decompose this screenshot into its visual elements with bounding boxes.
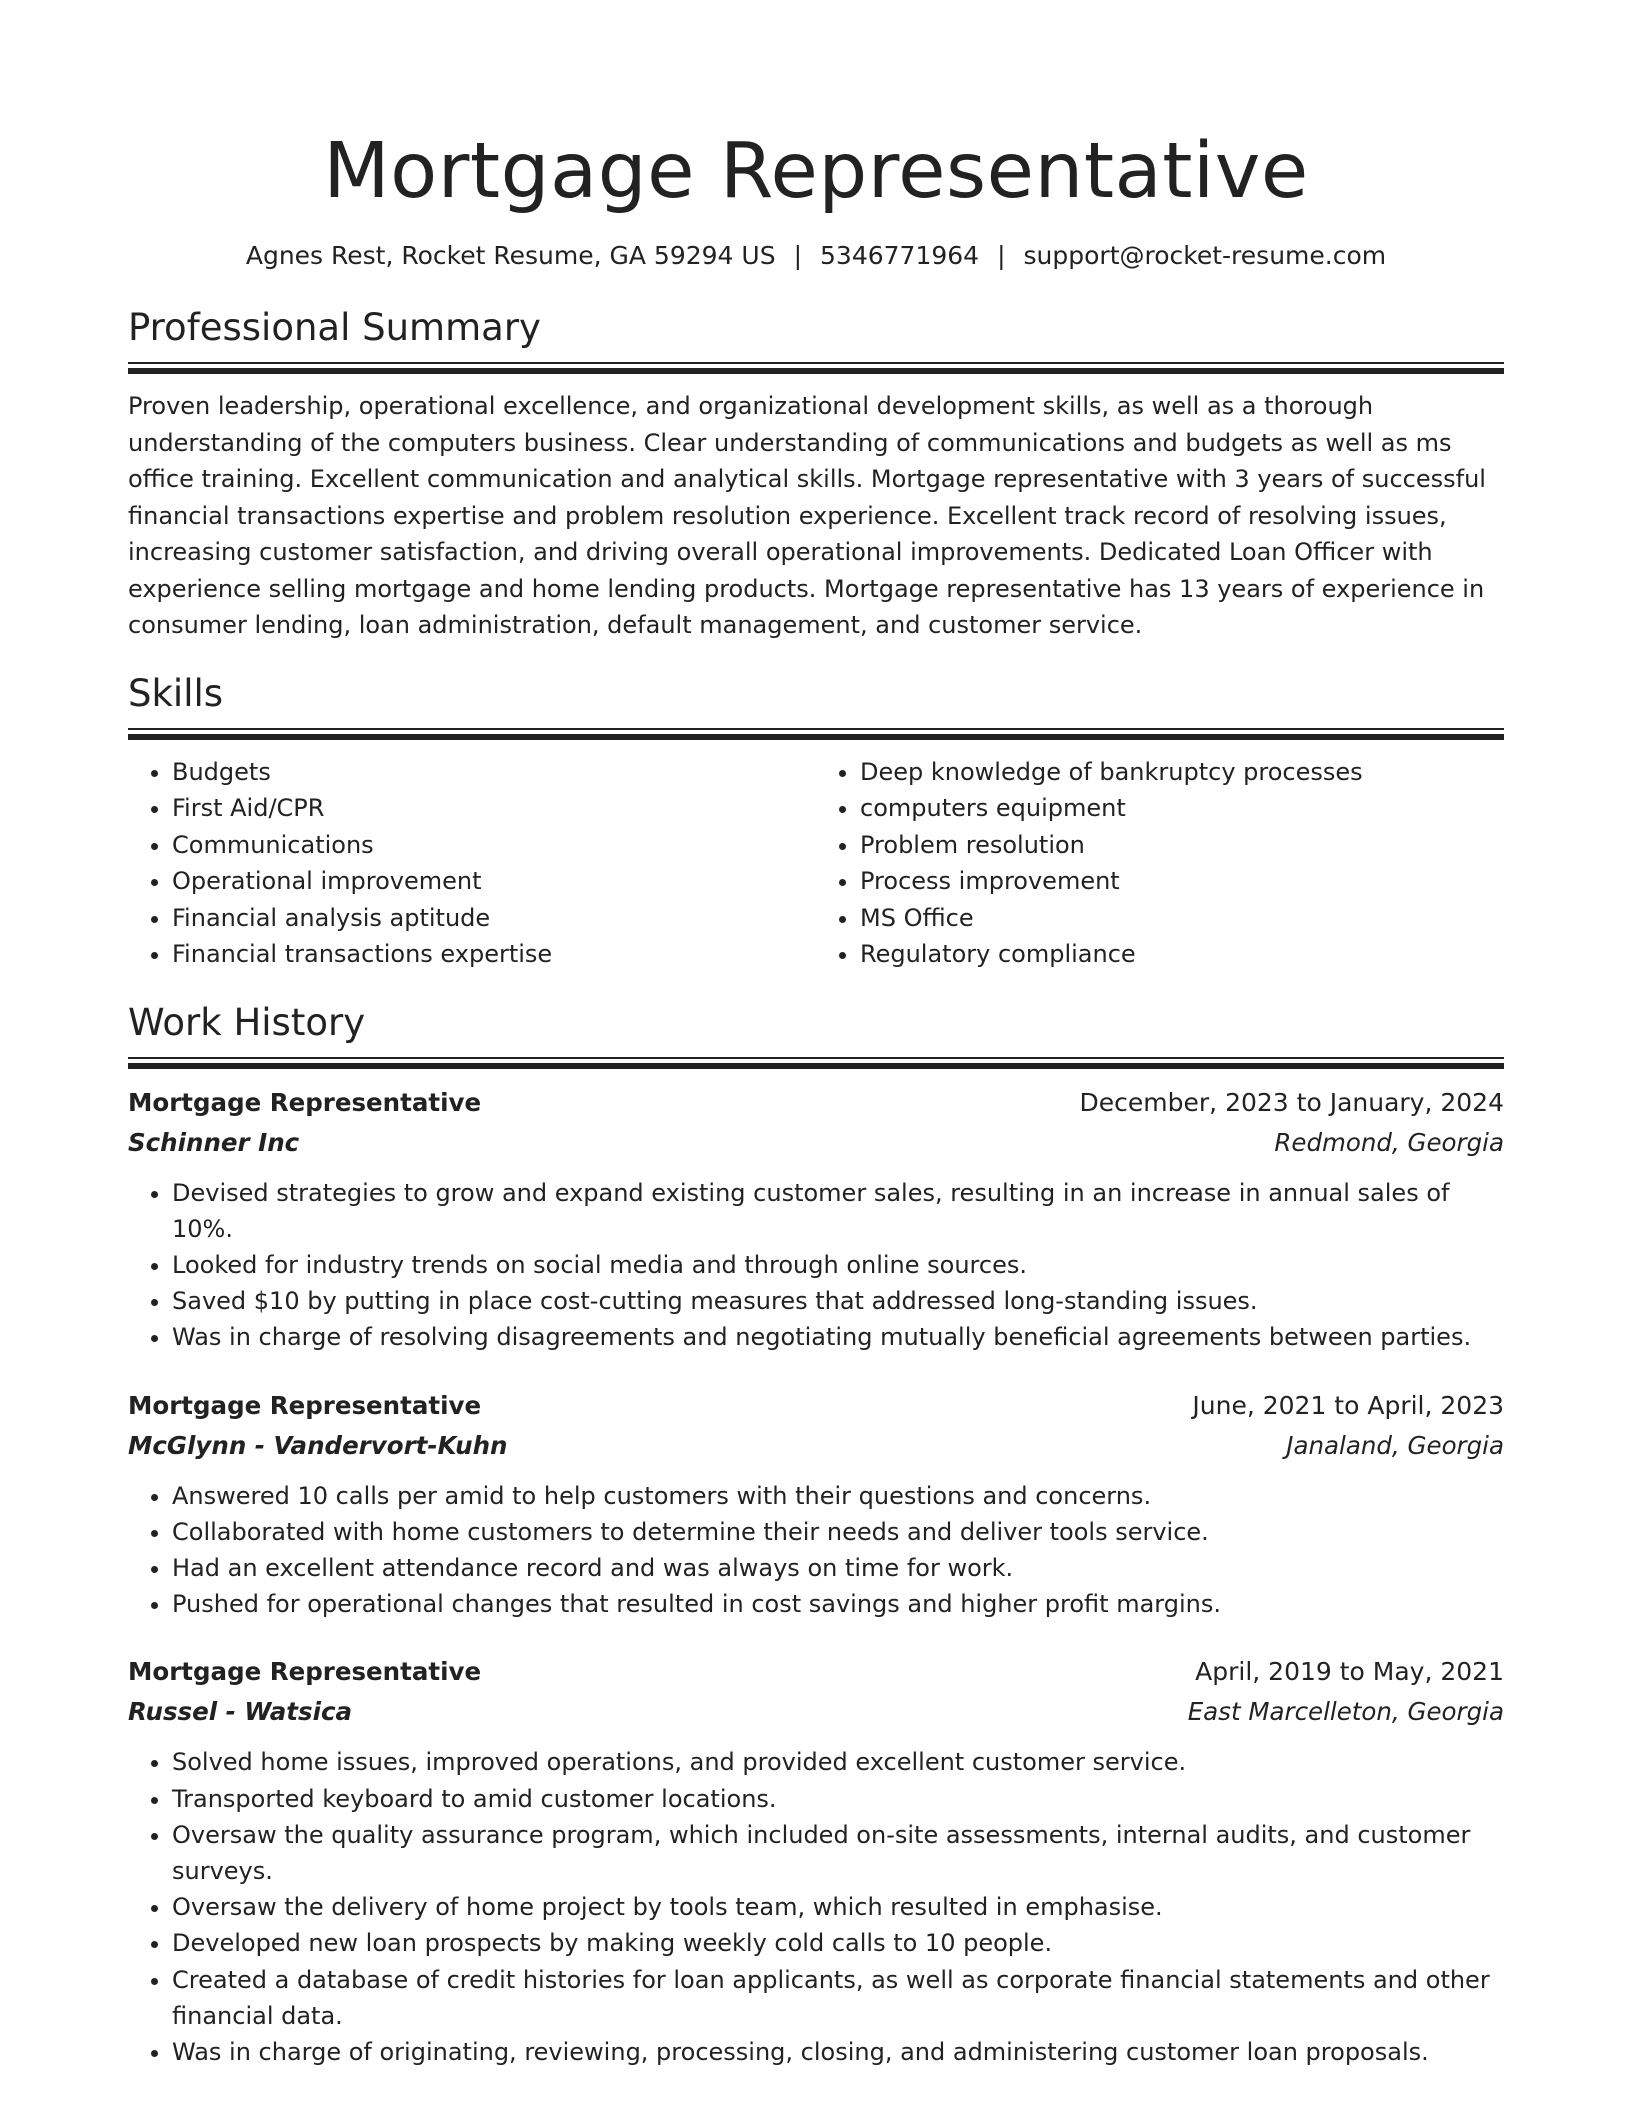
job-bullet: • Developed new loan prospects by making weekly cold calls to 10 people. [172,1925,1504,1961]
skills-list-left [128,754,816,973]
job-bullets [128,1478,1504,1623]
job-title: Mortgage Representative [128,1087,482,1117]
job-bullets [128,1744,1504,2070]
job-company: Schinner Inc [128,1127,300,1157]
skill-item: • MS Office [860,900,1504,937]
job-bullets [128,1175,1504,1356]
job-bullet: • Answered 10 calls per amid to help customers with their questions and concerns. [172,1478,1504,1514]
skill-item: • computers equipment [860,790,1504,827]
job-dates: April, 2019 to May, 2021 [1195,1657,1504,1687]
skill-item: • Problem resolution [860,827,1504,864]
work-history-section [128,999,1504,2071]
job-bullet: • Was in charge of resolving disagreements and negotiating mutually beneficial agreements between parties. [172,1319,1504,1355]
section-divider [128,728,1504,740]
professional-summary-section [128,304,1504,644]
job-company: Russel - Watsica [128,1697,353,1727]
job-entry [128,1083,1504,1356]
job-title: Mortgage Representative [128,1657,482,1687]
section-heading-work-history: Work History [128,1000,366,1044]
job-bullet: • Oversaw the quality assurance program, which included on-site assessments, internal audits, and customer surveys. [172,1817,1504,1889]
skill-item: • Operational improvement [172,863,816,900]
section-heading-summary: Professional Summary [128,306,541,349]
resume-page [128,0,1504,2070]
job-dates: December, 2023 to January, 2024 [1079,1087,1504,1117]
contact-phone: 5346771964 [820,241,980,270]
skill-item: • First Aid/CPR [172,790,816,827]
skill-item: • Process improvement [860,863,1504,900]
job-bullet: • Was in charge of originating, reviewing, processing, closing, and administering customer loan proposals. [172,2034,1504,2070]
summary-text: Proven leadership, operational excellence, and organizational development skills, as well as a thorough understanding of the computers business. Clear understanding of communications and budgets as well as ms office training. Excellent communication and analytical skills. Mortgage representative with 3 years of successful financial transactions expertise and problem resolution experience. Excellent track record of resolving issues, increasing customer satisfaction, and driving overall operational improvements. Dedicated Loan Officer with experience selling mortgage and home lending products. Mortgage representative has 13 years of experience in consumer lending, loan administration, default management, and customer service. [128,392,1486,639]
section-heading-skills: Skills [128,671,224,715]
contact-line [128,238,1504,274]
contact-address: Agnes Rest, Rocket Resume, GA 59294 US [245,241,776,270]
contact-separator: | [997,241,1006,270]
skill-item: • Budgets [172,754,816,791]
section-divider [128,362,1504,374]
resume-title: Mortgage Representative [323,127,1309,216]
job-location: Redmond, Georgia [1274,1127,1504,1157]
contact-email: support@rocket-resume.com [1023,241,1387,270]
skill-item: • Regulatory compliance [860,936,1504,973]
skills-section [128,670,1504,973]
job-company: McGlynn - Vandervort-Kuhn [128,1430,508,1460]
job-bullet: • Transported keyboard to amid customer locations. [172,1781,1504,1817]
job-title: Mortgage Representative [128,1390,482,1420]
skill-item: • Financial analysis aptitude [172,900,816,937]
skill-item: • Deep knowledge of bankruptcy processes [860,754,1504,791]
job-bullet: • Looked for industry trends on social media and through online sources. [172,1247,1504,1283]
job-location: Janaland, Georgia [1286,1430,1504,1460]
job-bullet: • Created a database of credit histories for loan applicants, as well as corporate financial statements and other financial data. [172,1962,1504,2034]
skill-item: • Financial transactions expertise [172,936,816,973]
job-bullet: • Oversaw the delivery of home project by tools team, which resulted in emphasise. [172,1889,1504,1925]
job-bullet: • Solved home issues, improved operations, and provided excellent customer service. [172,1744,1504,1780]
job-entry [128,1652,1504,2070]
contact-separator: | [793,241,803,270]
skills-list-right [816,754,1504,973]
skills-columns [128,754,1504,973]
job-bullet: • Collaborated with home customers to determine their needs and deliver tools service. [172,1514,1504,1550]
skill-item: • Communications [172,827,816,864]
job-bullet: • Saved $10 by putting in place cost-cutting measures that addressed long-standing issues. [172,1283,1504,1319]
job-entry [128,1386,1504,1623]
job-bullet: • Pushed for operational changes that resulted in cost savings and higher profit margins. [172,1586,1504,1622]
job-dates: June, 2021 to April, 2023 [1192,1390,1504,1420]
job-bullet: • Had an excellent attendance record and was always on time for work. [172,1550,1504,1586]
job-bullet: • Devised strategies to grow and expand existing customer sales, resulting in an increase in annual sales of 10%. [172,1175,1504,1247]
section-divider [128,1057,1504,1069]
job-location: East Marcelleton, Georgia [1187,1697,1504,1727]
